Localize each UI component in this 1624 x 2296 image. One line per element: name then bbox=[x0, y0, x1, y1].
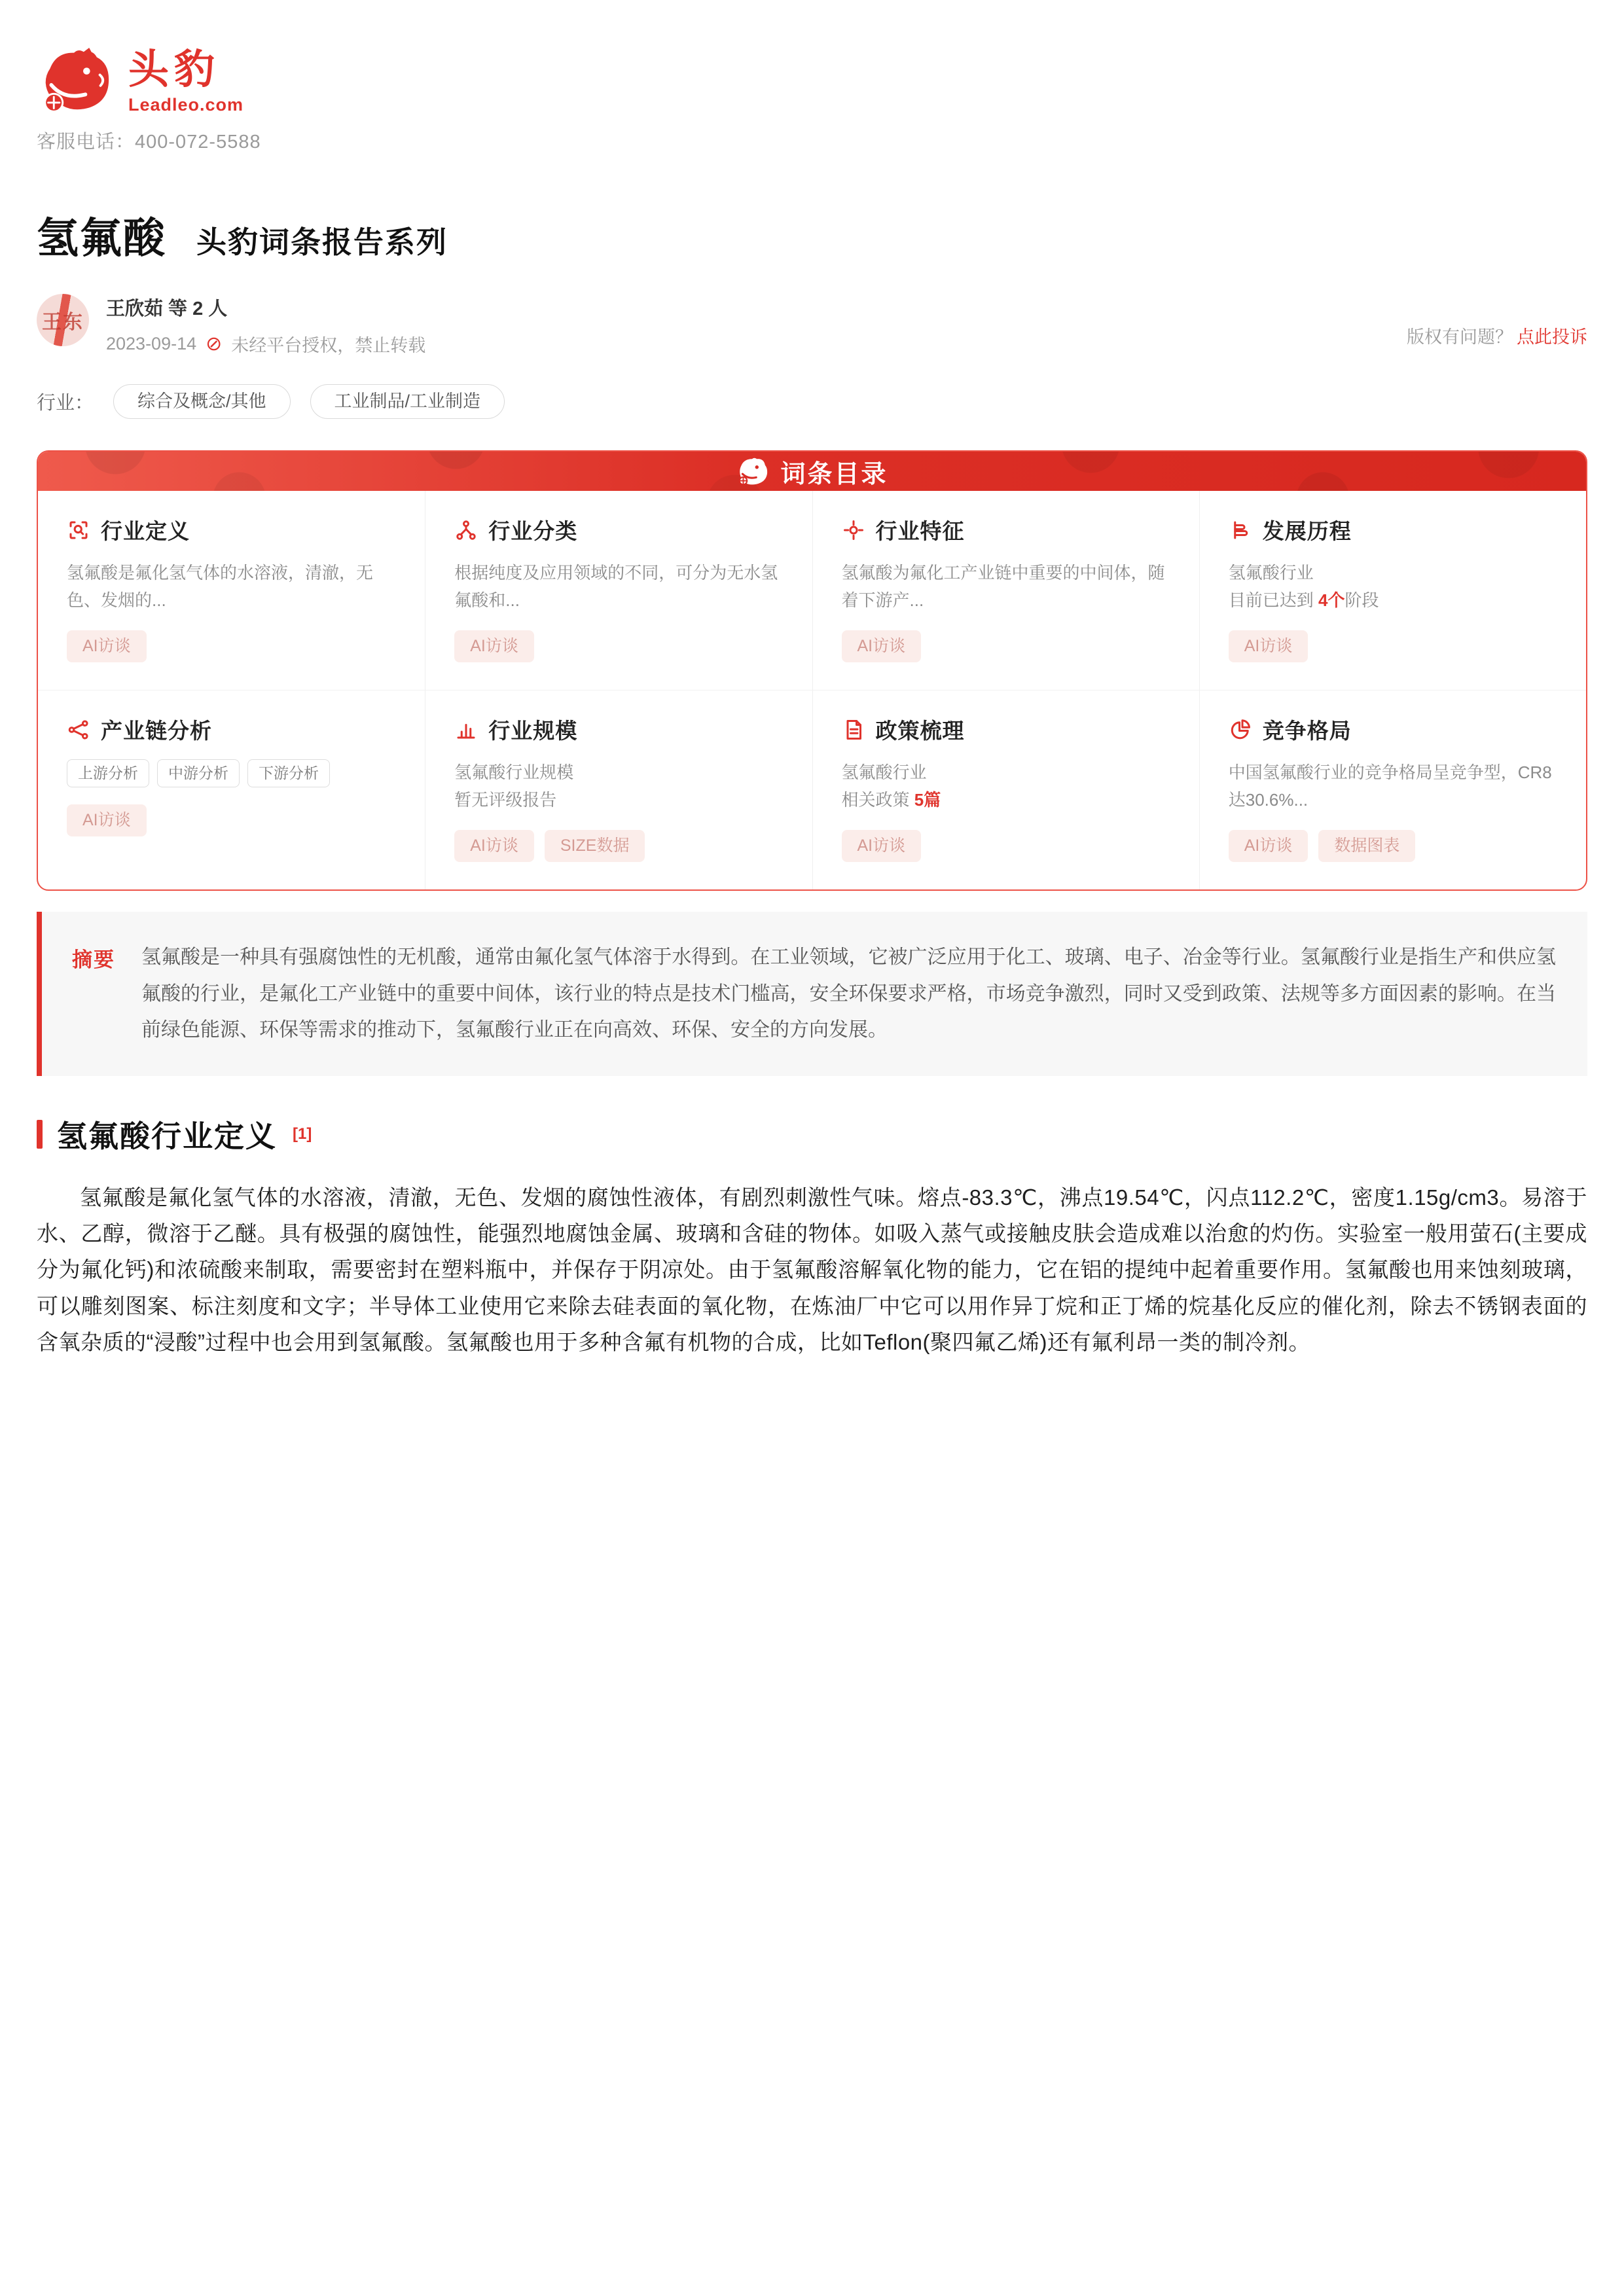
directory-card bbox=[37, 450, 1587, 891]
midstream-tag[interactable]: 中游分析 bbox=[157, 759, 240, 787]
leopard-banner-icon bbox=[736, 456, 768, 486]
downstream-tag[interactable]: 下游分析 bbox=[247, 759, 330, 787]
cell-title: 行业特征 bbox=[875, 519, 965, 543]
industry-label: 行业： bbox=[37, 393, 94, 414]
directory-cell-classification[interactable] bbox=[425, 491, 812, 690]
directory-cell-definition[interactable] bbox=[38, 491, 425, 690]
upstream-tag[interactable]: 上游分析 bbox=[67, 759, 149, 787]
ai-interview-tag[interactable]: AI访谈 bbox=[67, 804, 147, 836]
ai-interview-tag[interactable]: AI访谈 bbox=[1229, 830, 1308, 862]
cell-desc: 氢氟酸行业规模 暂无评级报告 bbox=[454, 762, 574, 810]
directory-cell-competition[interactable] bbox=[1199, 690, 1586, 889]
page-title bbox=[37, 205, 1587, 265]
directory-title: 词条目录 bbox=[780, 460, 888, 488]
competition-icon bbox=[1229, 718, 1252, 742]
cell-desc bbox=[1229, 560, 1557, 615]
directory-grid bbox=[38, 491, 1586, 889]
no-reprint-icon: ⊘ bbox=[206, 332, 223, 355]
cell-desc: 中国氢氟酸行业的竞争格局呈竞争型，CR8达30.6%... bbox=[1228, 762, 1552, 810]
ai-interview-tag[interactable]: AI访谈 bbox=[454, 830, 534, 862]
cell-title: 竞争格局 bbox=[1262, 719, 1352, 743]
ai-interview-tag[interactable]: AI访谈 bbox=[454, 630, 534, 662]
avatar-text: 王东 bbox=[42, 312, 84, 333]
author-names: 王欣茹 等 2 人 bbox=[106, 298, 228, 319]
industry-tag-manufacturing[interactable]: 工业制品/工业制造 bbox=[310, 384, 505, 419]
report-subject: 氢氟酸 bbox=[37, 215, 166, 262]
ai-interview-tag[interactable]: AI访谈 bbox=[842, 630, 922, 662]
cell-title: 发展历程 bbox=[1262, 519, 1352, 543]
desc-text: 阶段 bbox=[1344, 590, 1379, 610]
section-title: 氢氟酸行业定义 bbox=[57, 1119, 277, 1153]
chain-icon bbox=[67, 718, 90, 742]
desc-highlight: 5篇 bbox=[914, 789, 941, 810]
cell-title: 产业链分析 bbox=[101, 719, 212, 743]
directory-cell-scale[interactable] bbox=[425, 690, 812, 889]
definition-body-text: 氢氟酸是氟化氢气体的水溶液，清澈，无色、发烟的腐蚀性液体，有剧烈刺激性气味。熔点-83.3℃，沸点19.54℃，闪点112.2℃，密度1.15g/cm3。易溶于水、乙醇，微溶于乙醚。具有极强的腐蚀性，能强烈地腐蚀金属、玻璃和含硅的物体。如吸入蒸气或接触皮肤会造成难以治愈的灼伤。实验室一般用萤石(主要成分为氟化钙)和浓硫酸来制取，需要密封在塑料瓶中，并保存于阴凉处。由于氢氟酸溶解氧化物的能力，它在铝的提纯中起着重要作用。氢氟酸也用来蚀刻玻璃，可以雕刻图案、标注刻度和文字；半导体工业使用它来除去硅表面的氧化物，在炼油厂中它可以用作异丁烷和正丁烯的烷基化反应的催化剂，除去不锈钢表面的含氧杂质的“浸酸”过程中也会用到氢氟酸。氢氟酸也用于多种含氟有机物的合成，比如Teflon(聚四氟乙烯)还有氟利昂一类的制冷剂。 bbox=[37, 1185, 1587, 1355]
section-heading bbox=[37, 1113, 1587, 1156]
heading-accent-bar bbox=[37, 1120, 43, 1149]
directory-header bbox=[38, 452, 1586, 491]
cell-desc: 氢氟酸为氟化工产业链中重要的中间体，随着下游产... bbox=[841, 563, 1165, 610]
directory-cell-characteristics[interactable] bbox=[812, 491, 1199, 690]
industry-row bbox=[37, 384, 1587, 419]
cell-title: 行业规模 bbox=[488, 719, 578, 743]
desc-highlight: 4个 bbox=[1318, 590, 1345, 610]
cell-desc: 氢氟酸是氟化氢气体的水溶液，清澈，无色、发烟的... bbox=[67, 563, 374, 610]
abstract-label: 摘要 bbox=[72, 948, 115, 971]
classification-icon bbox=[454, 518, 478, 542]
directory-cell-history[interactable] bbox=[1199, 491, 1586, 690]
industry-tag-general[interactable]: 综合及概念/其他 bbox=[113, 384, 291, 419]
citation-ref[interactable]: [1] bbox=[293, 1124, 312, 1143]
report-series: 头豹词条报告系列 bbox=[196, 225, 448, 259]
cell-title: 行业分类 bbox=[488, 519, 578, 543]
cell-title: 政策梳理 bbox=[875, 719, 965, 743]
service-phone: 客服电话：400-072-5588 bbox=[37, 132, 261, 152]
abstract-block bbox=[37, 912, 1587, 1076]
license-note: 未经平台授权，禁止转载 bbox=[231, 336, 426, 355]
publish-date: 2023-09-14 bbox=[106, 334, 197, 353]
brand-name: 头豹 bbox=[128, 46, 221, 92]
size-data-tag[interactable]: SIZE数据 bbox=[545, 830, 645, 862]
cell-title: 行业定义 bbox=[101, 519, 190, 543]
abstract-text: 氢氟酸是一种具有强腐蚀性的无机酸，通常由氟化氢气体溶于水得到。在工业领域，它被广泛应用于化工、玻璃、电子、冶金等行业。氢氟酸行业是指生产和供应氢氟酸的行业，是氟化工产业链中的重要中间体，该行业的特点是技术门槛高，安全环保要求严格，市场竞争激烈，同时又受到政策、法规等多方面因素的影响。在当前绿色能源、环保等需求的推动下，氢氟酸行业正在向高效、环保、安全的方向发展。 bbox=[141, 946, 1556, 1041]
directory-cell-chain[interactable] bbox=[38, 690, 425, 889]
characteristics-icon bbox=[842, 518, 865, 542]
policy-icon bbox=[842, 718, 865, 742]
leopard-logo-icon bbox=[37, 47, 114, 117]
directory-cell-policy[interactable] bbox=[812, 690, 1199, 889]
brand-logo[interactable] bbox=[37, 47, 1587, 117]
data-chart-tag[interactable]: 数据图表 bbox=[1318, 830, 1415, 862]
desc-text: 氢氟酸行业 相关政策 bbox=[841, 762, 927, 810]
brand-site: Leadleo.com bbox=[128, 95, 244, 115]
copyright-question: 版权有问题？ bbox=[1407, 327, 1513, 347]
desc-text: 氢氟酸行业 目前已达到 bbox=[1228, 563, 1314, 610]
ai-interview-tag[interactable]: AI访谈 bbox=[67, 630, 147, 662]
history-icon bbox=[1229, 518, 1252, 542]
definition-icon bbox=[67, 518, 90, 542]
author-avatar bbox=[37, 294, 89, 346]
cell-desc bbox=[842, 759, 1170, 814]
ai-interview-tag[interactable]: AI访谈 bbox=[842, 830, 922, 862]
meta-row bbox=[37, 294, 1587, 357]
ai-interview-tag[interactable]: AI访谈 bbox=[1229, 630, 1308, 662]
report-complaint-link[interactable]: 点此投诉 bbox=[1517, 327, 1587, 347]
cell-desc: 根据纯度及应用领域的不同，可分为无水氢氟酸和... bbox=[454, 563, 778, 610]
scale-icon bbox=[454, 718, 478, 742]
